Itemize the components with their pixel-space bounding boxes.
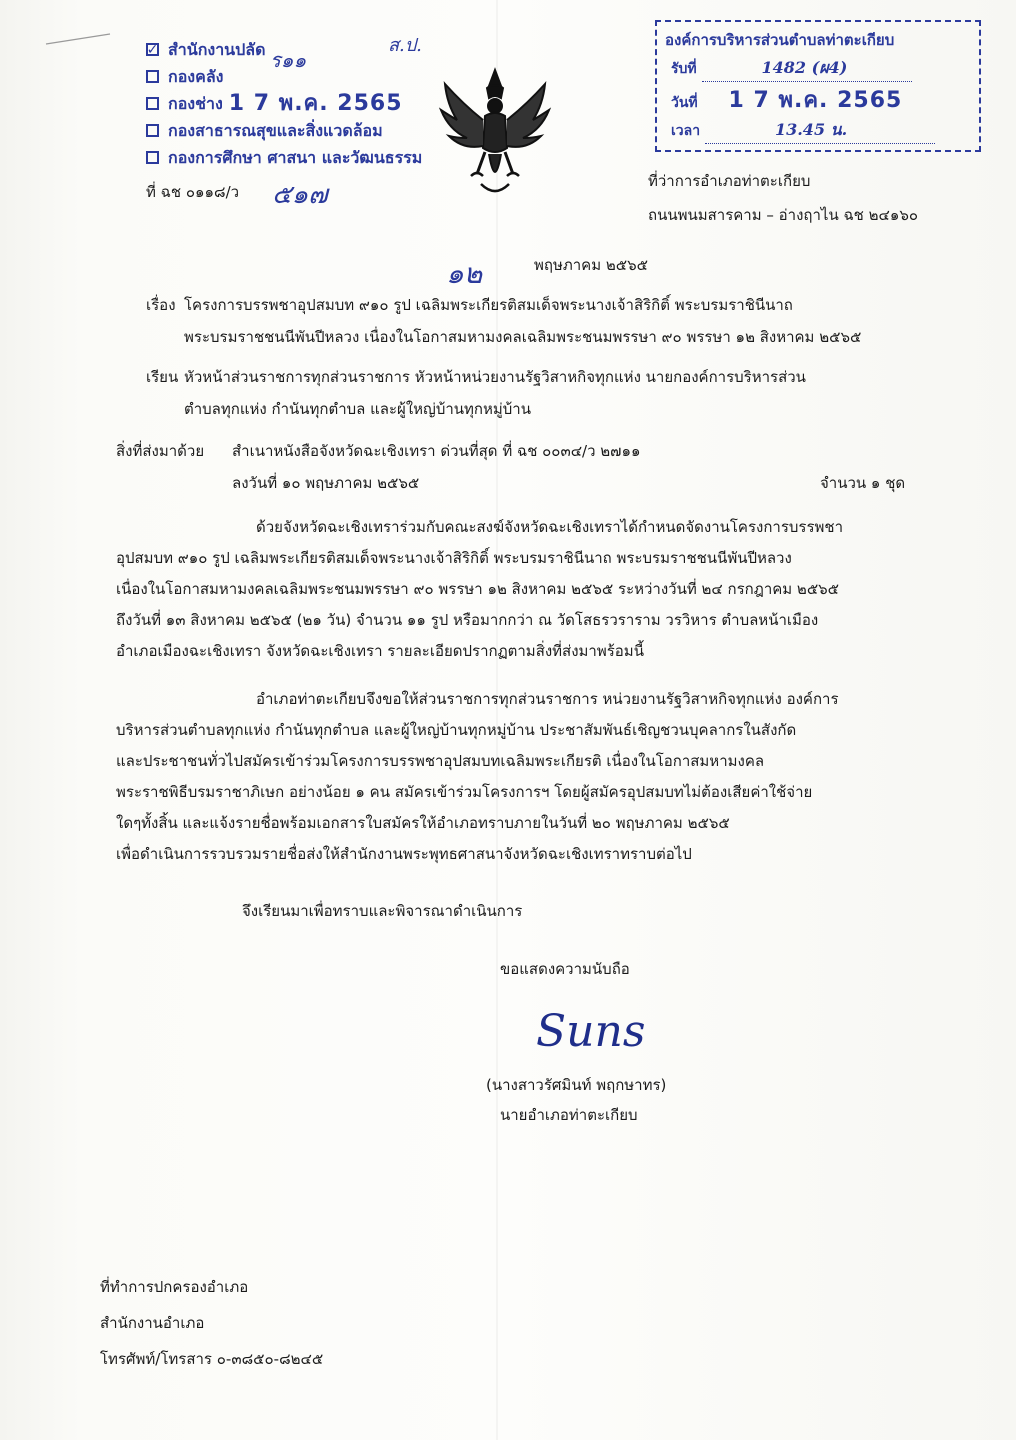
body-line: อุปสมบท ๙๑๐ รูป เฉลิมพระเกียรติสมเด็จพระนางเจ้าสิริกิติ์ พระบรมราชินีนาถ พระบรมราชชนนีพันปีหลวง (116, 549, 792, 567)
footer-line: โทรศัพท์/โทรสาร ๐-๓๘๕๐-๘๒๔๕ (100, 1350, 324, 1368)
garuda-emblem (437, 64, 553, 200)
routing-item (146, 90, 422, 117)
body-line: อำเภอท่าตะเกียบจึงขอให้ส่วนราชการทุกส่วนราชการ หน่วยงานรัฐวิสาหกิจทุกแห่ง องค์การ (256, 690, 839, 708)
footer-line: สำนักงานอำเภอ (100, 1314, 205, 1332)
letter-month-year: พฤษภาคม ๒๕๖๕ (534, 256, 648, 274)
checkbox-icon (146, 151, 159, 164)
body-line: อำเภอเมืองฉะเชิงเทรา จังหวัดฉะเชิงเทรา รายละเอียดปรากฏตามสิ่งที่ส่งมาพร้อมนี้ (116, 642, 644, 660)
routing-item (146, 144, 422, 171)
received-date-stamp: 1 7 พ.ค. 2565 (228, 91, 403, 116)
handwritten-note: ส.ป. (388, 35, 422, 56)
routing-label: กองการศึกษา ศาสนา และวัฒนธรรม (168, 148, 423, 167)
enclosure-line: สำเนาหนังสือจังหวัดฉะเชิงเทรา ด่วนที่สุด ที่ ฉช ๐๐๓๔/ว ๒๗๑๑ (232, 442, 641, 460)
subject-line: โครงการบรรพชาอุปสมบท ๙๑๐ รูป เฉลิมพระเกียรติสมเด็จพระนางเจ้าสิริกิติ์ พระบรมราชินีนาถ (184, 296, 793, 314)
body-line: และประชาชนทั่วไปสมัครเข้าร่วมโครงการบรรพชาอุปสมบทเฉลิมพระเกียรติ เนื่องในโอกาสมหามงคล (116, 752, 765, 770)
body-line: เนื่องในโอกาสมหามงคลเฉลิมพระชนมพรรษา ๙๐ พรรษา ๑๒ สิงหาคม ๒๕๖๕ ระหว่างวันที่ ๒๔ กรกฎาคม ๒๕๖๕ (116, 580, 840, 598)
handwritten-day: ๑๒ (446, 257, 483, 290)
body-line: ใดๆทั้งสิ้น และแจ้งรายชื่อพร้อมเอกสารใบสมัครให้อำเภอทราบภายในวันที่ ๒๐ พฤษภาคม ๒๕๖๕ (116, 814, 730, 832)
routing-label: กองช่าง (168, 94, 223, 113)
to-line: ตำบลทุกแห่ง กำนันทุกตำบล และผู้ใหญ่บ้านทุกหมู่บ้าน (184, 400, 531, 418)
reference-number (146, 181, 239, 203)
enclosure-label: สิ่งที่ส่งมาด้วย (116, 442, 205, 460)
body-line: ถึงวันที่ ๑๓ สิงหาคม ๒๕๖๕ (๒๑ วัน) จำนวน ๑๑ รูป หรือมากกว่า ณ วัดโสธรวราราม วรวิหาร ตำบลหน้าเมือง (116, 611, 819, 629)
body-line: เพื่อดำเนินการรวบรวมรายชื่อส่งให้สำนักงานพระพุทธศาสนาจังหวัดฉะเชิงเทราทราบต่อไป (116, 845, 692, 863)
reference-label: ที่ ฉช ๐๑๑๘/ว (146, 183, 240, 201)
body-line: บริหารส่วนตำบลทุกแห่ง กำนันทุกตำบล และผู้ใหญ่บ้านทุกหมู่บ้าน ประชาสัมพันธ์เชิญชวนบุคลากรในสังกัด (116, 721, 797, 739)
routing-label: กองสาธารณสุขและสิ่งแวดล้อม (168, 121, 383, 140)
enclosure-line: ลงวันที่ ๑๐ พฤษภาคม ๒๕๖๕ (232, 474, 420, 492)
checkbox-icon (146, 70, 159, 83)
routing-label: สำนักงานปลัด (168, 40, 266, 59)
signer-position: นายอำเภอท่าตะเกียบ (500, 1106, 638, 1124)
handwritten-reference: ๕๑๗ (272, 180, 328, 210)
pen-mark (44, 30, 114, 50)
body-line: พระราชพิธีบรมราชาภิเษก อย่างน้อย ๑ คน สมัครเข้าร่วมโครงการฯ โดยผู้สมัครอุปสมบทไม่ต้องเสียค่าใช้จ่าย (116, 783, 813, 801)
signature-scribble: Suns (536, 1006, 646, 1057)
receipt-stamp (655, 20, 981, 152)
checked-checkbox-icon: ✓ (146, 41, 159, 58)
receipt-time-value: 13.45 น. (705, 118, 935, 144)
receipt-title: องค์การบริหารส่วนตำบลท่าตะเกียบ (665, 31, 895, 49)
office-name: ที่ว่าการอำเภอท่าตะเกียบ (648, 172, 811, 190)
receipt-number-label: รับที่ (671, 61, 697, 77)
handwritten-initial: ร๑๑ (270, 48, 307, 72)
receipt-date-value: 1 7 พ.ค. 2565 (728, 88, 903, 113)
routing-label: กองคลัง (168, 67, 224, 86)
to-label: เรียน (146, 368, 179, 386)
checkbox-icon (146, 124, 159, 137)
closing-salutation: ขอแสดงความนับถือ (500, 960, 630, 978)
receipt-time-label: เวลา (671, 123, 701, 139)
subject-line: พระบรมราชชนนีพันปีหลวง เนื่องในโอกาสมหามงคลเฉลิมพระชนมพรรษา ๙๐ พรรษา ๑๒ สิงหาคม ๒๕๖๕ (184, 328, 862, 346)
signer-name: (นางสาวรัศมินท์ พฤกษาทร) (486, 1076, 667, 1094)
footer-line: ที่ทำการปกครองอำเภอ (100, 1278, 249, 1296)
office-address: ถนนพนมสารคาม – อ่างฤาไน ฉช ๒๔๑๖๐ (648, 206, 919, 224)
enclosure-count: จำนวน ๑ ชุด (820, 474, 906, 492)
subject-label: เรื่อง (146, 296, 176, 314)
checkbox-icon (146, 97, 159, 110)
routing-item (146, 117, 422, 144)
body-line: ด้วยจังหวัดฉะเชิงเทราร่วมกับคณะสงฆ์จังหวัดฉะเชิงเทราได้กำหนดจัดงานโครงการบรรพชา (256, 518, 844, 536)
to-line: หัวหน้าส่วนราชการทุกส่วนราชการ หัวหน้าหน่วยงานรัฐวิสาหกิจทุกแห่ง นายกองค์การบริหารส่วน (184, 368, 806, 386)
receipt-date-label: วันที่ (671, 95, 698, 111)
receipt-number-value: 1482 (ผ4) (702, 56, 912, 82)
closing-request: จึงเรียนมาเพื่อทราบและพิจารณาดำเนินการ (242, 902, 523, 920)
